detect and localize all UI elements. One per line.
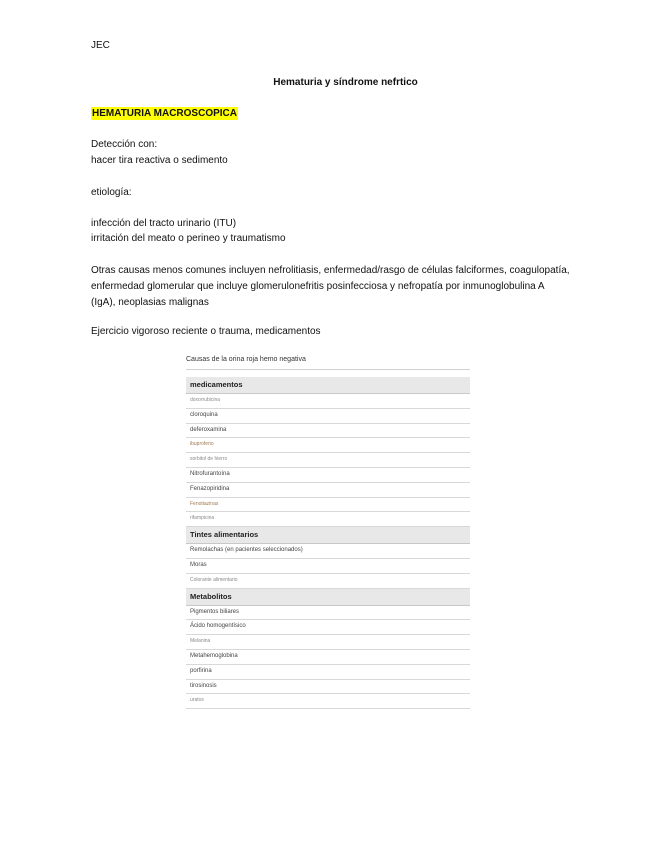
table-row: doxorrubicina [186,394,470,409]
paragraph-otras-causas: Otras causas menos comunes incluyen nefrolitiasis, enfermedad/rasgo de células falciformes, coagulopatía, enfermedad glomerular que incluye glomerulonefritis posinfecciosa y nefropatía por inmunoglobulina A (IgA), neoplasias malignas [91,265,570,308]
paragraph-itu: infección del tracto urinario (ITU) [91,218,237,229]
paragraph-ejercicio: Ejercicio vigoroso reciente o trauma, medicamentos [91,326,321,337]
table-section-header: medicamentos [186,377,470,394]
table-row: Ácido homogentísico [186,620,470,635]
document-title: Hematuria y síndrome nefrtico [273,77,418,88]
table-row: sorbitol de hierro [186,453,470,468]
page-header: JEC [91,40,110,51]
table-section-header: Metabolitos [186,589,470,606]
table-row: Pigmentos biliares [186,606,470,621]
table-row: Remolachas (en pacientes seleccionados) [186,544,470,559]
paragraph-deteccion: Detección con: [91,139,158,150]
table-row: Nitrofurantoína [186,468,470,483]
table-caption: Causas de la orina roja hemo negativa [186,353,470,370]
table-row: tirosinosis [186,680,470,695]
highlighted-heading: HEMATURIA MACROSCOPICA [92,108,237,119]
table-row: rifampicina [186,512,470,527]
table-section-header: Tintes alimentarios [186,527,470,544]
table-row: Colorante alimentario [186,574,470,589]
table-row: ibuprofeno [186,438,470,453]
causes-table [186,353,470,709]
table-row: Melanina [186,635,470,650]
table-body [186,377,470,709]
paragraph-irritacion: irritación del meato o perineo y traumatismo [91,233,286,244]
table-row: porfirina [186,665,470,680]
paragraph-tira: hacer tira reactiva o sedimento [91,155,228,166]
table-row: Metahemoglobina [186,650,470,665]
table-row: Moras [186,559,470,574]
table-row: cloroquina [186,409,470,424]
table-row: deferoxamina [186,424,470,439]
table-row: Fenazopiridina [186,483,470,498]
paragraph-etiologia: etiología: [91,187,132,198]
table-row: uratos [186,694,470,709]
table-row: Fenotiazinas [186,498,470,513]
